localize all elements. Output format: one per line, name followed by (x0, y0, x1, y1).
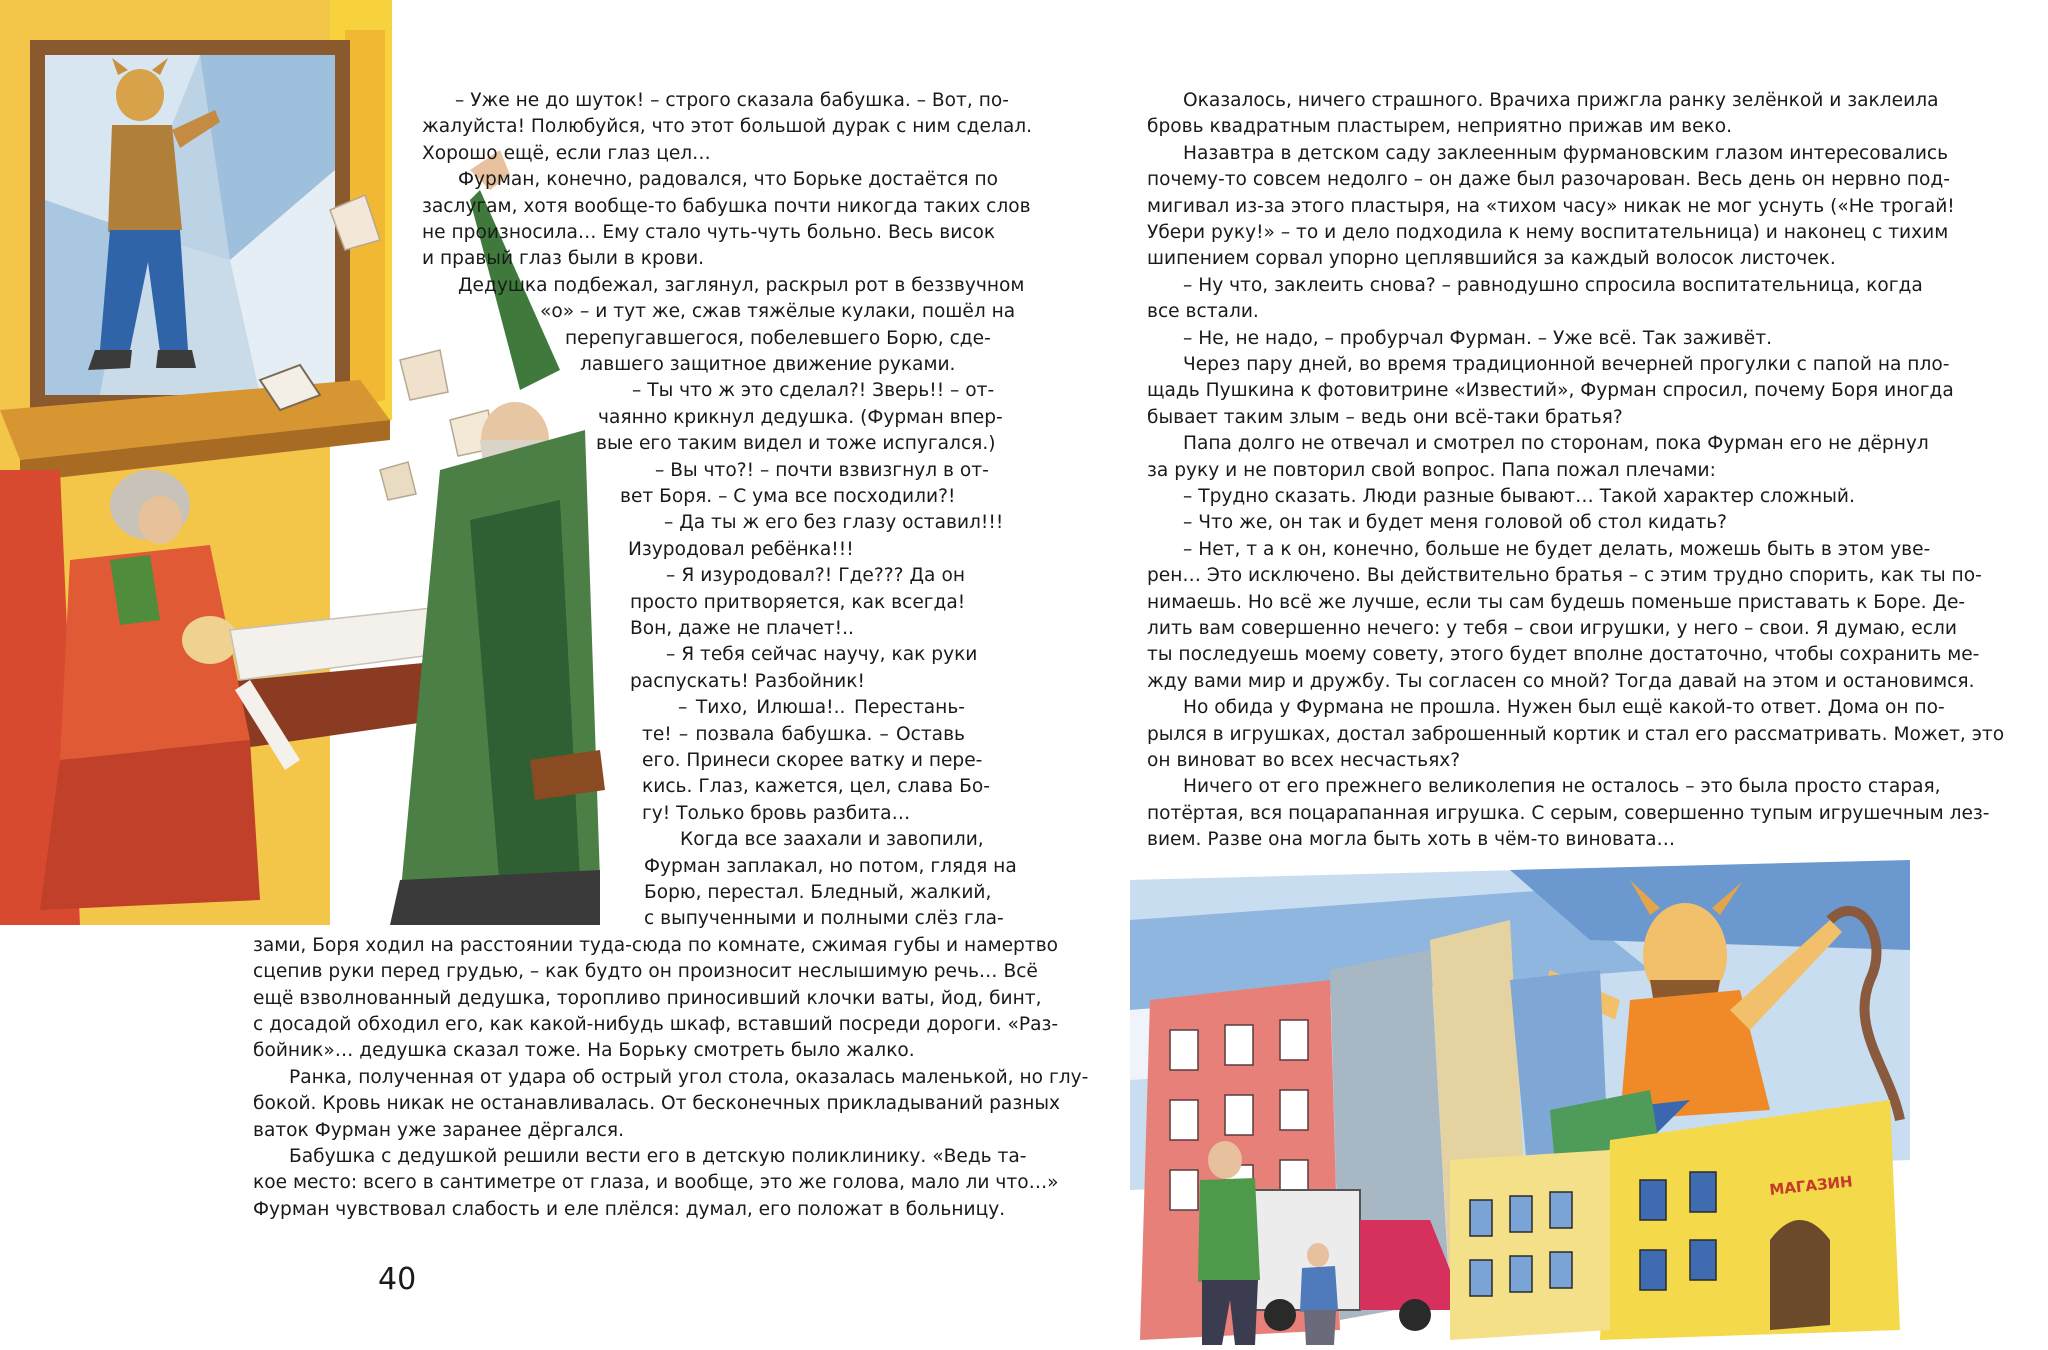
text-line: распускать! Разбойник! (630, 670, 865, 692)
text-line: – Не, не надо, – пробурчал Фурман. – Уже всё. Так заживёт. (1183, 327, 1772, 349)
text-line: почему-то совсем недолго – он даже был разочарован. Весь день он нервно под- (1147, 169, 1950, 191)
text-line: – Вы что?! – почти взвизгнул в от- (655, 459, 989, 481)
text-line: – Трудно сказать. Люди разные бывают… Такой характер сложный. (1183, 486, 1855, 507)
text-line: Ничего от его прежнего великолепия не осталось – это была просто старая, (1183, 776, 1941, 798)
right-illustration (1130, 860, 1910, 1350)
text-line: с выпученными и полными слёз гла- (644, 908, 1004, 930)
text-line: Назавтра в детском саду заклеенным фурмановским глазом интересовались (1183, 142, 1949, 164)
text-line: Борю, перестал. Бледный, жалкий, (644, 882, 992, 903)
text-line: «о» – и тут же, сжав тяжёлые кулаки, пошёл на (540, 301, 1016, 323)
text-line: вет Боря. – С ума все посходили?! (620, 486, 956, 507)
text-line: кись. Глаз, кажется, цел, слава Бо- (642, 776, 990, 798)
text-line: не произносила… Ему стало чуть-чуть больно. Весь висок (422, 222, 996, 243)
text-line: бокой. Кровь никак не останавливалась. От бесконечных прикладываний разных (253, 1093, 1061, 1115)
text-line: чаянно крикнул дедушка. (Фурман впер- (598, 406, 1003, 428)
text-line: рылся в игрушках, достал заброшенный кортик и стал его рассматривать. Может, это (1147, 723, 2005, 745)
text-line: ваток Фурман уже заранее дёргался. (253, 1119, 624, 1141)
text-line: Ранка, полученная от удара об острый угол стола, оказалась маленькой, но глу- (289, 1066, 1089, 1088)
text-line: за руку и не повторил свой вопрос. Папа пожал плечами: (1147, 459, 1716, 481)
text-line: – Уже не до шуток! – строго сказала бабушка. – Вот, по- (455, 90, 1009, 111)
text-line: просто притворяется, как всегда! (630, 591, 966, 613)
text-line: ты последуешь моему совету, этого будет вполне достаточно, чтобы сохранить ме- (1147, 644, 1980, 666)
text-line: бойник»… дедушка сказал тоже. На Борьку смотреть было жалко. (253, 1040, 915, 1062)
text-line: Папа долго не отвечал и смотрел по сторонам, пока Фурман его не дёрнул (1183, 433, 1929, 455)
text-line: Бабушка с дедушкой решили вести его в детскую поликлинику. «Ведь та- (289, 1146, 1027, 1167)
text-line: кое место: всего в сантиметре от глаза, и вообще, это же голова, мало ли что…» (253, 1172, 1059, 1194)
text-line: Изуродовал ребёнка!!! (628, 538, 854, 560)
text-line: – Нет, т а к он, конечно, больше не будет делать, можешь быть в этом уве- (1183, 538, 1931, 560)
text-line: лавшего защитное движение руками. (580, 354, 956, 375)
text-line: шипением сорвал упорно цеплявшийся за каждый волосок листочек. (1147, 248, 1836, 270)
text-line: Фурман чувствовал слабость и еле плёлся: думал, его положат в больницу. (253, 1198, 1006, 1220)
text-line: – Я изуродовал?! Где??? Да он (666, 565, 965, 587)
text-line: щадь Пушкина к фотовитрине «Известий», Фурман спросил, почему Боря иногда (1147, 380, 1954, 402)
text-line: бывает таким злым – ведь они всё-таки братья? (1147, 406, 1623, 428)
text-line: зами, Боря ходил на расстоянии туда-сюда по комнате, сжимая губы и намертво (253, 934, 1059, 956)
text-line: те! – позвала бабушка. – Оставь (642, 723, 965, 745)
text-line: Когда все заахали и завопили, (680, 829, 984, 851)
text-line: Убери руку!» – то и дело подходила к нему воспитательница) и наконец с тихим (1147, 222, 1949, 243)
text-line: вием. Разве она могла быть хоть в чём-то виновата… (1147, 829, 1676, 851)
text-line: заслугам, хотя вообще-то бабушка почти никогда таких слов (422, 195, 1031, 217)
text-line: – Что же, он так и будет меня головой об стол кидать? (1183, 512, 1728, 534)
text-line: рен… Это исключено. Вы действительно братья – с этим трудно спорить, как ты по- (1147, 565, 1982, 587)
text-line: мигивал из-за этого пластыря, на «тихом часу» никак не мог уснуть («Не трогай! (1147, 195, 1955, 217)
text-line: Фурман заплакал, но потом, глядя на (644, 855, 1017, 877)
text-line: – Тихо, Илюша!.. Перестань- (678, 697, 965, 719)
text-line: жду вами мир и дружбу. Ты согласен со мной? Тогда давай на этом и остановимся. (1147, 670, 1975, 692)
text-line: Оказалось, ничего страшного. Врачиха прижгла ранку зелёнкой и заклеила (1183, 90, 1939, 111)
text-line: потёртая, вся поцарапанная игрушка. С серым, совершенно тупым игрушечным лез- (1147, 802, 1990, 824)
text-line: лить вам совершенно нечего: у тебя – свои игрушки, у него – свои. Я думаю, если (1147, 618, 1957, 639)
text-line: – Ты что ж это сделал?! Зверь!! – от- (632, 380, 995, 402)
text-line: Но обида у Фурмана не прошла. Нужен был ещё какой-то ответ. Дома он по- (1183, 697, 1945, 719)
text-line: – Да ты ж его без глазу оставил!!! (664, 512, 1004, 534)
text-line: перепугавшегося, побелевшего Борю, сде- (565, 327, 991, 349)
text-line: Дедушка подбежал, заглянул, раскрыл рот в беззвучном (458, 274, 1025, 296)
text-line: нимаешь. Но всё же лучше, если ты сам будешь поменьше приставать к Боре. Де- (1147, 591, 1966, 613)
text-line: его. Принеси скорее ватку и пере- (642, 750, 983, 771)
text-line: гу! Только бровь разбита… (642, 802, 911, 824)
text-line: вые его таким видел и тоже испугался.) (596, 433, 996, 455)
text-line: ещё взволнованный дедушка, торопливо приносивший клочки ваты, йод, бинт, (253, 987, 1042, 1009)
text-line: – Ну что, заклеить снова? – равнодушно спросила воспитательница, когда (1183, 274, 1923, 296)
shop-sign: МАГАЗИН (1768, 1172, 1854, 1199)
text-line: Через пару дней, во время традиционной вечерней прогулки с папой на пло- (1183, 354, 1950, 375)
text-line: он виноват во всех несчастьях? (1147, 750, 1461, 771)
text-line: – Я тебя сейчас научу, как руки (666, 644, 978, 666)
text-line: все встали. (1147, 301, 1259, 323)
text-line: жалуйста! Полюбуйся, что этот большой дурак с ним сделал. (422, 116, 1033, 138)
text-line: и правый глаз были в крови. (422, 248, 705, 270)
text-line: Фурман, конечно, радовался, что Борьке достаётся по (458, 169, 999, 191)
page-number: 40 (378, 1262, 417, 1297)
text-line: с досадой обходил его, как какой-нибудь шкаф, вставший посреди дороги. «Раз- (253, 1014, 1059, 1035)
text-line: Вон, даже не плачет!.. (630, 618, 854, 639)
city-street-painting (1130, 860, 1910, 1350)
text-line: бровь квадратным пластырем, неприятно прижав им веко. (1147, 116, 1733, 138)
text-line: сцепив руки перед грудью, – как будто он произносит неслышимую речь… Всё (253, 961, 1038, 983)
text-line: Хорошо ещё, если глаз цел… (422, 142, 711, 164)
